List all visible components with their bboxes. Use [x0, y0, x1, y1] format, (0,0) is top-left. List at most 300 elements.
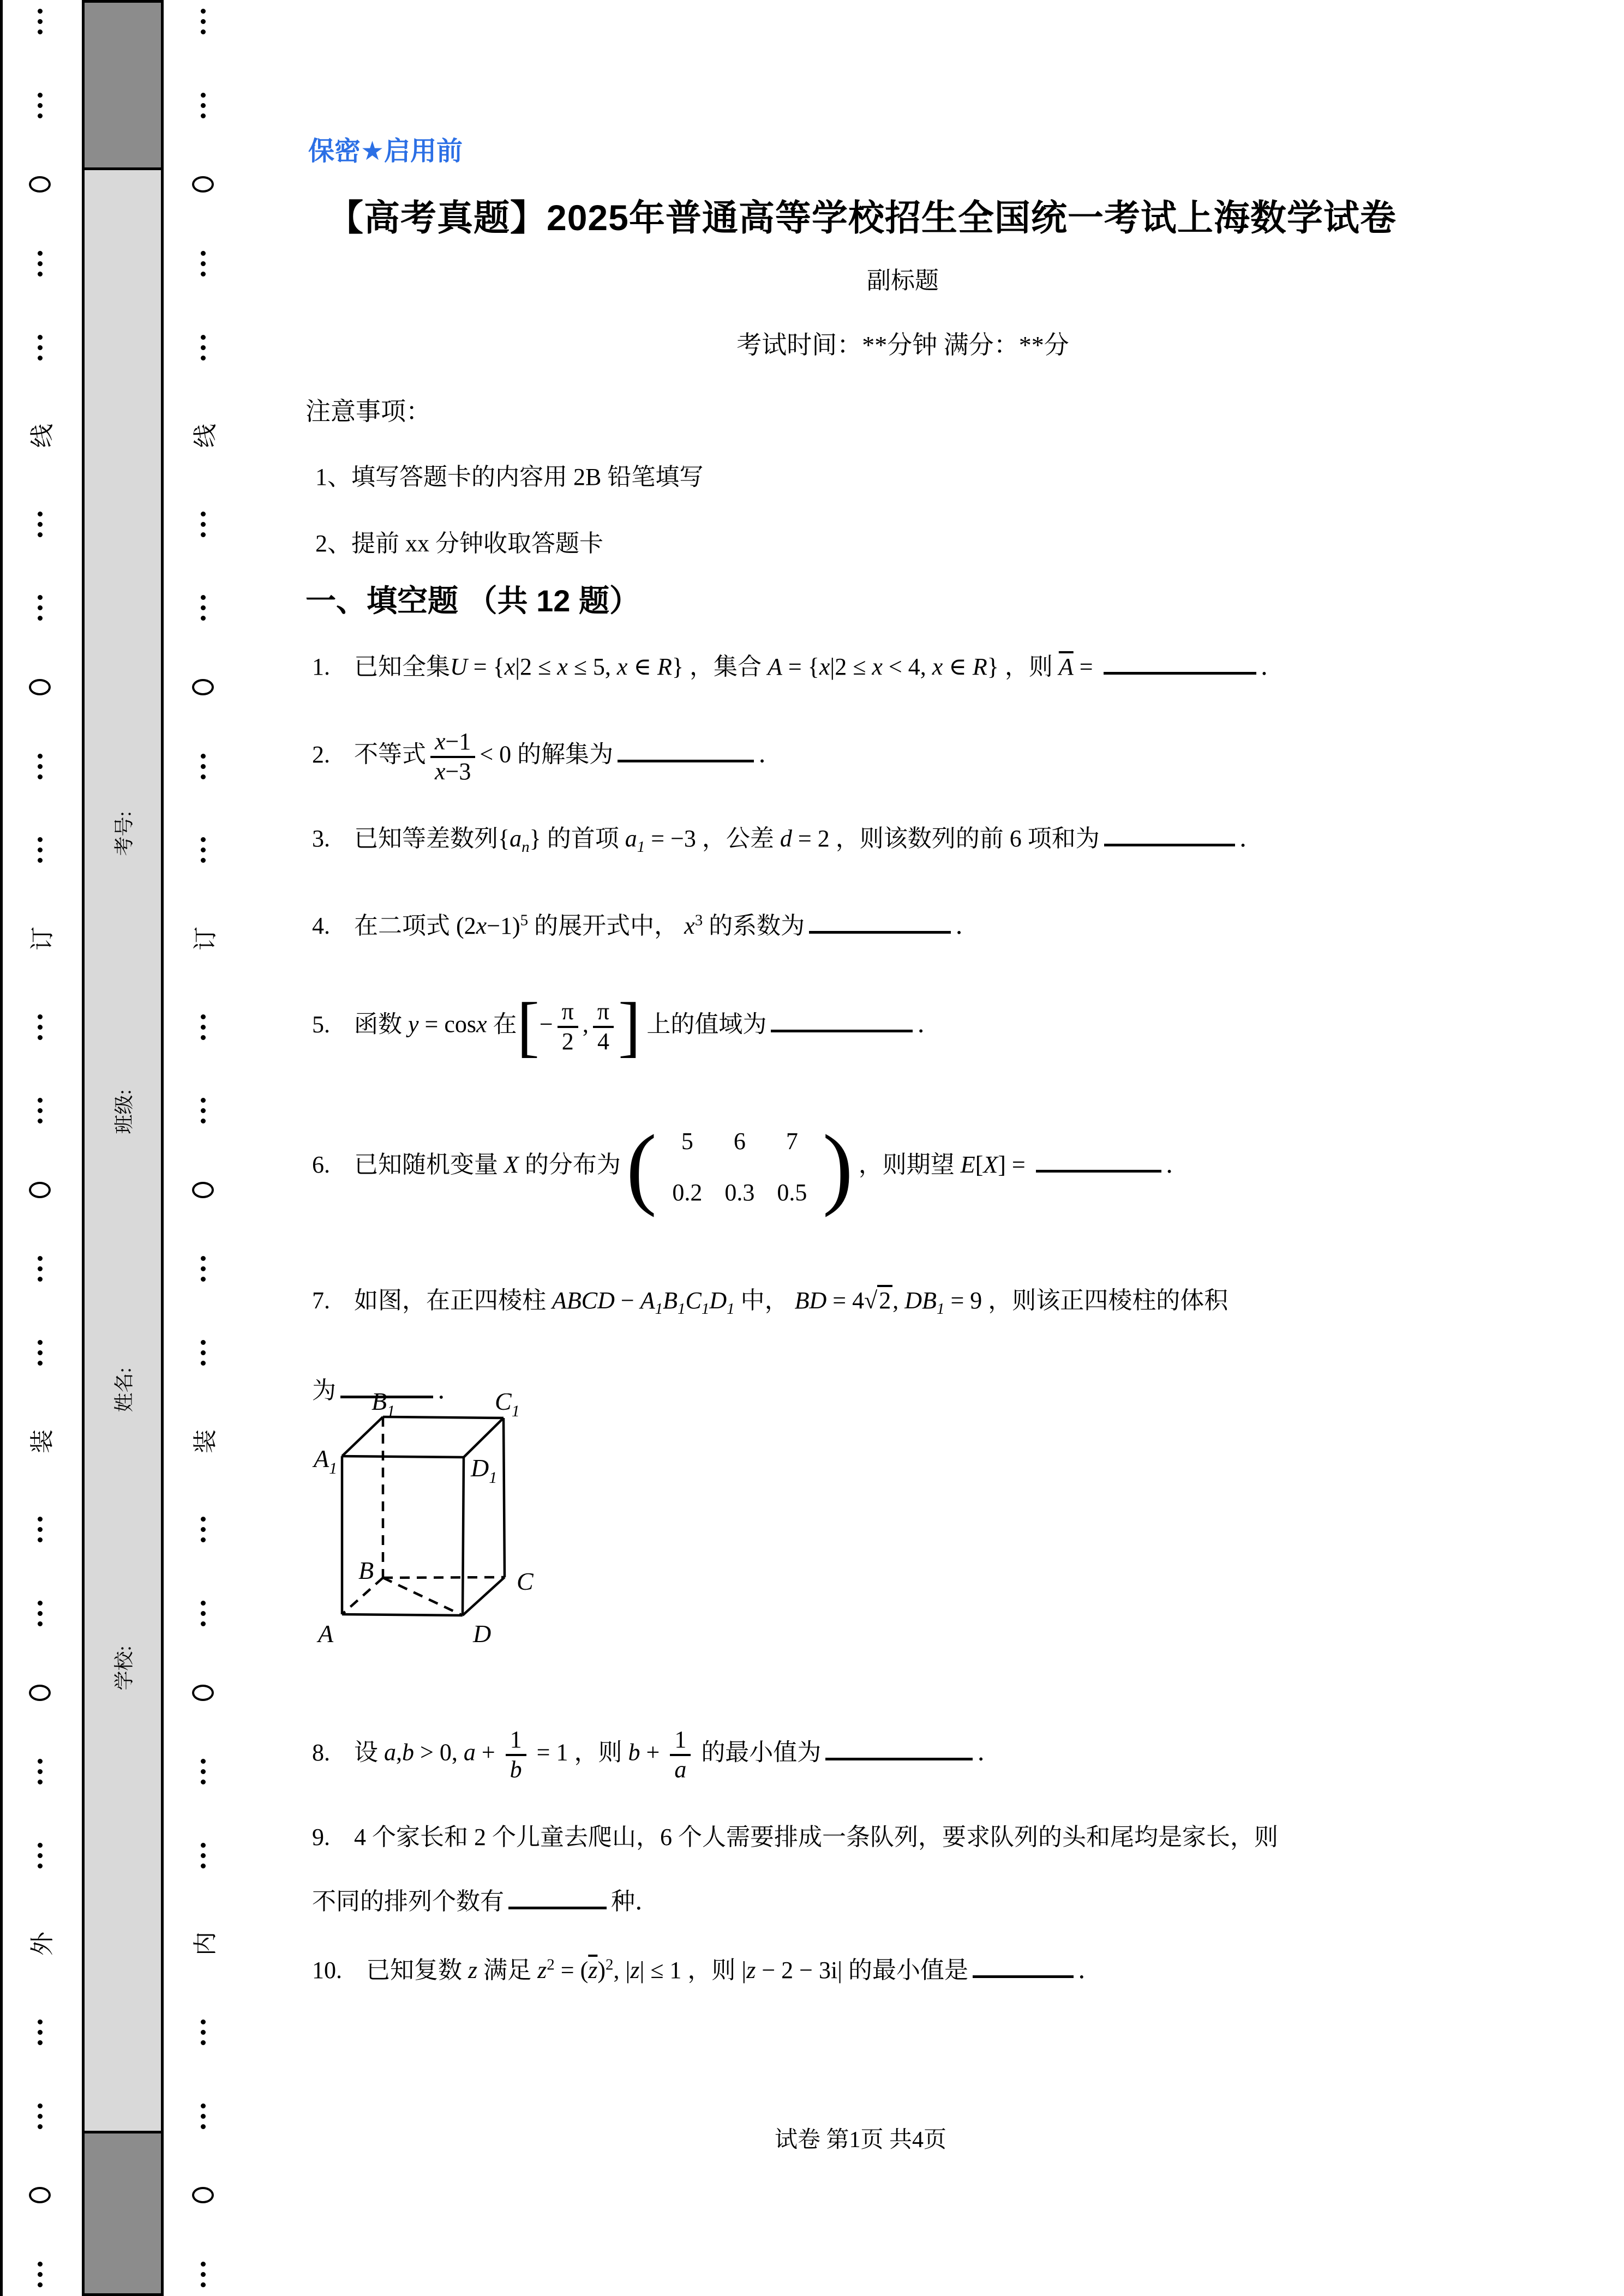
math-text: = 2 ，则该数列的前 6 项和为 [792, 825, 1100, 852]
seal-dots [38, 1517, 43, 1542]
seal-dot [201, 1350, 206, 1355]
seal-char: 订 [192, 926, 219, 951]
seal-dot [201, 345, 206, 350]
matrix-cell: 7 [786, 1128, 798, 1155]
math-text: ． [1078, 1957, 1102, 1984]
answer-blank [809, 927, 951, 934]
math-var: a [625, 825, 637, 852]
question-1 [312, 649, 1572, 685]
bar-label-3: 姓名: [113, 1367, 135, 1413]
matrix-cell: 0.2 [672, 1179, 703, 1206]
question-number: 5. [312, 1011, 330, 1038]
math-var: U [450, 653, 468, 680]
seal-dot [38, 1256, 43, 1261]
question-number: 7. [312, 1287, 330, 1314]
seal-char: 订 [29, 926, 56, 951]
math-text: 的展开式中， [528, 912, 685, 939]
math-subscript: n [522, 838, 530, 856]
seal-dot [201, 19, 206, 24]
answer-blank [771, 1025, 913, 1032]
seal-dots [38, 1601, 43, 1626]
seal-dot [201, 1769, 206, 1774]
math-fraction [506, 1726, 526, 1783]
math-text: > 0, [414, 1739, 464, 1766]
math-var: A [768, 653, 782, 680]
answer-blank [825, 1753, 973, 1760]
math-text: } [529, 825, 541, 852]
seal-dots [38, 251, 43, 277]
math-sqrt: √2 [864, 1285, 892, 1314]
seal-dots [201, 9, 206, 34]
seal-char: 外 [29, 1932, 56, 1956]
seal-dots [201, 837, 206, 863]
answer-blank [618, 755, 754, 762]
math-var: x [476, 1011, 487, 1038]
seal-dot [38, 512, 43, 516]
seal-dots [38, 2262, 43, 2287]
section-heading: 一、填空题 （共 12 题） [305, 584, 640, 618]
math-var: z [746, 1957, 756, 1984]
prism-edge [342, 1456, 464, 1457]
math-text: + [475, 1739, 501, 1766]
seal-dot [38, 29, 43, 34]
seal-dots [201, 2262, 206, 2287]
math-subscript: 1 [727, 1300, 735, 1318]
math-text: , [582, 1011, 589, 1038]
seal-dot [38, 774, 43, 779]
math-text: ． [977, 1739, 1002, 1766]
seal-dot [38, 2103, 43, 2108]
answer-blank [1104, 839, 1235, 846]
seal-dots [38, 837, 43, 863]
math-text: 1 [674, 1726, 687, 1753]
question-number: 8. [312, 1739, 330, 1766]
seal-dots [201, 93, 206, 118]
seal-dot [38, 1025, 43, 1030]
seal-dot [201, 2262, 206, 2267]
math-var: R [657, 653, 672, 680]
seal-dot [38, 1266, 43, 1271]
math-text: ． [1260, 653, 1285, 680]
math-text: = ( [554, 1957, 589, 1984]
math-var: a [510, 825, 522, 852]
seal-dot [38, 848, 43, 852]
seal-dots [38, 1098, 43, 1123]
math-text: } ，则 [987, 653, 1059, 680]
math-text: 不同的排列个数有 [312, 1888, 504, 1915]
seal-dot [201, 764, 206, 769]
seal-dots [38, 335, 43, 360]
sqrt-radicand: 2 [877, 1285, 892, 1314]
math-var: x [616, 653, 628, 680]
vertex-label-A1: $A_1$ [314, 1445, 338, 1477]
seal-dots [201, 1256, 206, 1282]
vertex-label-D: D [473, 1620, 492, 1648]
seal-line-inner [190, 9, 219, 2287]
math-text: 的最小值为 [695, 1739, 822, 1766]
bar-top-block [82, 0, 164, 170]
seal-dots [201, 2019, 206, 2045]
seal-circle [192, 2187, 214, 2203]
seal-dot [201, 103, 206, 108]
seal-dot [201, 2030, 206, 2035]
seal-dot [38, 1621, 43, 1626]
math-text: 的系数为 [703, 912, 805, 939]
question-number: 1. [312, 653, 330, 680]
question-number: 2. [312, 741, 330, 768]
question-10 [312, 1952, 1572, 1988]
matrix-cell: 0.5 [777, 1179, 807, 1206]
seal-dot [201, 616, 206, 621]
seal-dot [201, 848, 206, 852]
seal-dot [201, 1621, 206, 1626]
seal-dot [201, 512, 206, 516]
math-text: −1) [487, 912, 520, 939]
seal-char: 内 [192, 1932, 219, 1956]
matrix-row [661, 1175, 818, 1211]
matrix-row [661, 1123, 818, 1159]
seal-dot [38, 1108, 43, 1113]
seal-dot [38, 1843, 43, 1848]
seal-dot [38, 1864, 43, 1868]
math-subscript: 1 [637, 838, 645, 856]
math-superscript: 5 [520, 911, 529, 929]
math-text: 种． [611, 1888, 659, 1915]
seal-line-outer [27, 9, 56, 2287]
seal-dot [38, 103, 43, 108]
math-var: X [504, 1151, 519, 1179]
math-text: + [640, 1739, 666, 1766]
math-superscript: 2 [606, 1956, 614, 1974]
math-text: ∈ [943, 653, 973, 680]
fraction-numerator [430, 728, 475, 758]
math-text: , | [613, 1957, 631, 1984]
seal-dot [38, 1601, 43, 1606]
seal-dot [201, 1340, 206, 1345]
vertex-label-B1: $B_1$ [371, 1393, 395, 1420]
fraction-denominator [506, 1756, 526, 1784]
math-var: DB [904, 1287, 937, 1314]
seal-circle [192, 1685, 214, 1701]
seal-dots [38, 1759, 43, 1784]
math-var: x [435, 758, 446, 785]
seal-dot [38, 356, 43, 360]
math-text: ，则期望 [858, 1151, 961, 1179]
seal-dot [201, 1098, 206, 1103]
prism-edge-hidden [383, 1577, 505, 1578]
math-var: X [983, 1151, 998, 1179]
seal-dots [38, 1340, 43, 1366]
math-var: a [463, 1739, 476, 1766]
seal-char: 装 [192, 1429, 219, 1453]
big-bracket: ] [618, 989, 641, 1064]
page-edge-line [0, 0, 3, 2296]
seal-dot [38, 2114, 43, 2119]
answer-blank [1104, 668, 1256, 675]
seal-dot [38, 2262, 43, 2267]
question-5 [312, 989, 1572, 1064]
question-2 [312, 728, 1572, 785]
math-text: −3 [445, 758, 471, 785]
seal-dot [201, 1119, 206, 1123]
seal-dots [38, 9, 43, 34]
math-fraction [670, 1726, 691, 1783]
math-text: , [396, 1739, 402, 1766]
math-text: { [498, 825, 510, 852]
prism-edge [464, 1418, 504, 1457]
math-text: ． [917, 1011, 942, 1038]
math-var: E [960, 1151, 975, 1179]
seal-dot [201, 1266, 206, 1271]
fraction-numerator [558, 998, 578, 1028]
math-text: = cos [418, 1011, 476, 1038]
seal-dot [38, 605, 43, 610]
seal-dots [201, 512, 206, 537]
seal-dot [201, 1256, 206, 1261]
math-var: b [402, 1739, 414, 1766]
seal-dot [38, 345, 43, 350]
prism-edge [342, 1614, 463, 1615]
seal-dots [201, 754, 206, 779]
seal-dots [38, 93, 43, 118]
seal-dot [38, 1769, 43, 1774]
math-text: | ≤ 1 ，则 | [639, 1957, 747, 1984]
seal-dot [201, 1035, 206, 1040]
math-var: BD [794, 1287, 827, 1314]
math-text: 4 个家长和 2 个儿童去爬山，6 个人需要排成一条队列，要求队列的头和尾均是家长，则 [354, 1824, 1278, 1850]
seal-dot [38, 1035, 43, 1040]
seal-dot [38, 19, 43, 24]
seal-dots [38, 2019, 43, 2045]
math-text: − [539, 1011, 553, 1038]
question-6 [312, 1116, 1572, 1218]
math-var: x [504, 653, 516, 680]
seal-dot [201, 1025, 206, 1030]
page-title: 【高考真题】2025年普通高等学校招生全国统一考试上海数学试卷 [327, 197, 1397, 238]
vertex-label-C: C [517, 1567, 534, 1595]
math-superscript: 3 [694, 911, 703, 929]
seal-dot [201, 1014, 206, 1019]
math-text: = 9 ，则该正四棱柱的体积 [944, 1287, 1229, 1314]
seal-dot [38, 1098, 43, 1103]
answer-blank [1036, 1165, 1161, 1173]
math-var: x [476, 912, 487, 939]
math-fraction [593, 998, 614, 1055]
math-text: = 1 ，则 [530, 1739, 628, 1766]
seal-dot [201, 1759, 206, 1764]
math-text: 如图，在正四棱柱 [354, 1287, 552, 1314]
math-text: = { [467, 653, 505, 680]
math-text: 中， [734, 1287, 795, 1314]
math-subscript: 1 [678, 1300, 686, 1318]
math-var: x [684, 912, 695, 939]
math-subscript: 1 [936, 1300, 945, 1318]
seal-dot [201, 1108, 206, 1113]
math-var: C [685, 1287, 702, 1314]
math-text: 4 [597, 1027, 609, 1055]
answer-blank [508, 1902, 607, 1909]
math-text: − 2 − 3i| 的最小值是 [756, 1957, 968, 1984]
math-text: 函数 [354, 1011, 408, 1038]
seal-dots [201, 1843, 206, 1868]
question-number: 10. [312, 1957, 342, 1984]
seal-dot [201, 522, 206, 527]
seal-circle [192, 679, 214, 695]
page-footer: 试卷 第1页 共4页 [775, 2127, 947, 2153]
seal-dot [201, 1277, 206, 1282]
math-text: |2 ≤ [830, 653, 872, 680]
math-text: 在 [487, 1011, 517, 1038]
seal-dot [38, 858, 43, 863]
answer-blank [973, 1971, 1074, 1978]
seal-dot [38, 2272, 43, 2277]
seal-char: 线 [29, 424, 56, 448]
math-text: |2 ≤ [515, 653, 558, 680]
seal-dots [38, 2103, 43, 2129]
seal-dot [201, 1611, 206, 1616]
math-text: ≤ 5, [567, 653, 617, 680]
seal-dot [38, 754, 43, 759]
prism-svg [308, 1393, 565, 1655]
math-text: ． [1165, 1151, 1190, 1179]
vertex-label-D1: $D_1$ [471, 1454, 498, 1487]
seal-dot [38, 1780, 43, 1784]
prism-figure [308, 1393, 565, 1655]
math-text: } ，集合 [672, 653, 768, 680]
question-number: 3. [312, 825, 330, 852]
bar-label-1: 考号: [113, 811, 135, 856]
question-9 [312, 1805, 1572, 1934]
prism-edge [504, 1418, 505, 1577]
math-text: < 0 的解集为 [480, 741, 614, 768]
notice-heading: 注意事项： [305, 398, 431, 425]
seal-dot [201, 1780, 206, 1784]
math-text: 已知复数 [366, 1957, 468, 1984]
math-text: ] = [998, 1151, 1032, 1179]
math-var: x [435, 728, 446, 755]
seal-circle [29, 1182, 51, 1198]
math-var: x [872, 653, 883, 680]
seal-dot [201, 2114, 206, 2119]
math-text: 已知随机变量 [354, 1151, 504, 1179]
seal-dot [38, 2282, 43, 2287]
math-subscript: 1 [655, 1300, 663, 1318]
seal-dot [38, 1517, 43, 1522]
math-text: 已知全集 [354, 653, 450, 680]
seal-dot [38, 2019, 43, 2024]
distribution-matrix: ( 5 6 7 0.2 0.3 0.5 ) [626, 1116, 853, 1218]
prism-edge [383, 1417, 504, 1418]
seal-dot [201, 356, 206, 360]
seal-dot [38, 1277, 43, 1282]
seal-dots [38, 512, 43, 537]
math-text: 2 [561, 1027, 574, 1055]
seal-dot [38, 113, 43, 118]
bar-bottom-block [82, 2131, 164, 2296]
prism-edge [342, 1417, 383, 1456]
question-number: 4. [312, 912, 330, 939]
question-3 [312, 821, 1572, 859]
math-text: −1 [445, 728, 471, 755]
seal-dots [38, 595, 43, 621]
math-text: 不等式 [354, 741, 426, 768]
math-var: z [537, 1957, 547, 1984]
math-text: , [892, 1287, 905, 1314]
math-var: b [510, 1756, 522, 1783]
seal-dot [38, 595, 43, 600]
seal-circle [29, 679, 51, 695]
math-text: ． [758, 741, 783, 768]
math-text: 为 [312, 1377, 336, 1404]
seal-dots [201, 595, 206, 621]
seal-dot [201, 1361, 206, 1366]
seal-dot [38, 1361, 43, 1366]
seal-dot [201, 858, 206, 863]
math-text: 1 [510, 1726, 522, 1753]
matrix-grid [661, 1123, 818, 1211]
seal-dot [201, 2040, 206, 2045]
math-text: ∈ [627, 653, 658, 680]
seal-dot [38, 616, 43, 621]
seal-dots [201, 251, 206, 277]
prism-edge [463, 1577, 505, 1615]
seal-circle [29, 2187, 51, 2203]
math-var: y [408, 1011, 419, 1038]
subtitle: 副标题 [867, 267, 939, 294]
math-text: < 4, [882, 653, 932, 680]
seal-dot [201, 754, 206, 759]
seal-dot [201, 2103, 206, 2108]
seal-dot [38, 1119, 43, 1123]
seal-circle [29, 1685, 51, 1701]
seal-dot [201, 774, 206, 779]
seal-dot [38, 522, 43, 527]
seal-circle [192, 176, 214, 193]
seal-dot [38, 261, 43, 266]
seal-char: 装 [29, 1429, 56, 1453]
fraction-denominator [670, 1756, 691, 1784]
seal-dot [201, 1853, 206, 1858]
seal-dots [38, 1256, 43, 1282]
seal-dot [38, 1340, 43, 1345]
seal-dots [201, 1340, 206, 1366]
seal-circle [192, 1182, 214, 1198]
math-text: 的首项 [541, 825, 625, 852]
seal-dot [38, 335, 43, 340]
seal-dots [201, 1601, 206, 1626]
seal-dot [38, 1759, 43, 1764]
math-overline: $\overline{A}$ [1058, 653, 1074, 680]
fraction-denominator [558, 1028, 578, 1056]
math-text: 的分布为 [518, 1151, 621, 1179]
seal-dot [38, 764, 43, 769]
seal-dots [201, 1517, 206, 1542]
seal-dot [201, 605, 206, 610]
seal-dot [38, 1853, 43, 1858]
seal-dot [201, 837, 206, 842]
fraction-numerator [506, 1726, 526, 1756]
math-text: = [1073, 653, 1099, 680]
math-fraction [430, 728, 475, 785]
matrix-cell: 5 [681, 1128, 693, 1155]
fraction-denominator [593, 1028, 614, 1056]
matrix-cell: 0.3 [724, 1179, 755, 1206]
matrix-cell: 6 [733, 1128, 746, 1155]
seal-dot [38, 1350, 43, 1355]
math-fraction [558, 998, 578, 1055]
seal-dot [201, 335, 206, 340]
fraction-denominator [430, 758, 475, 786]
